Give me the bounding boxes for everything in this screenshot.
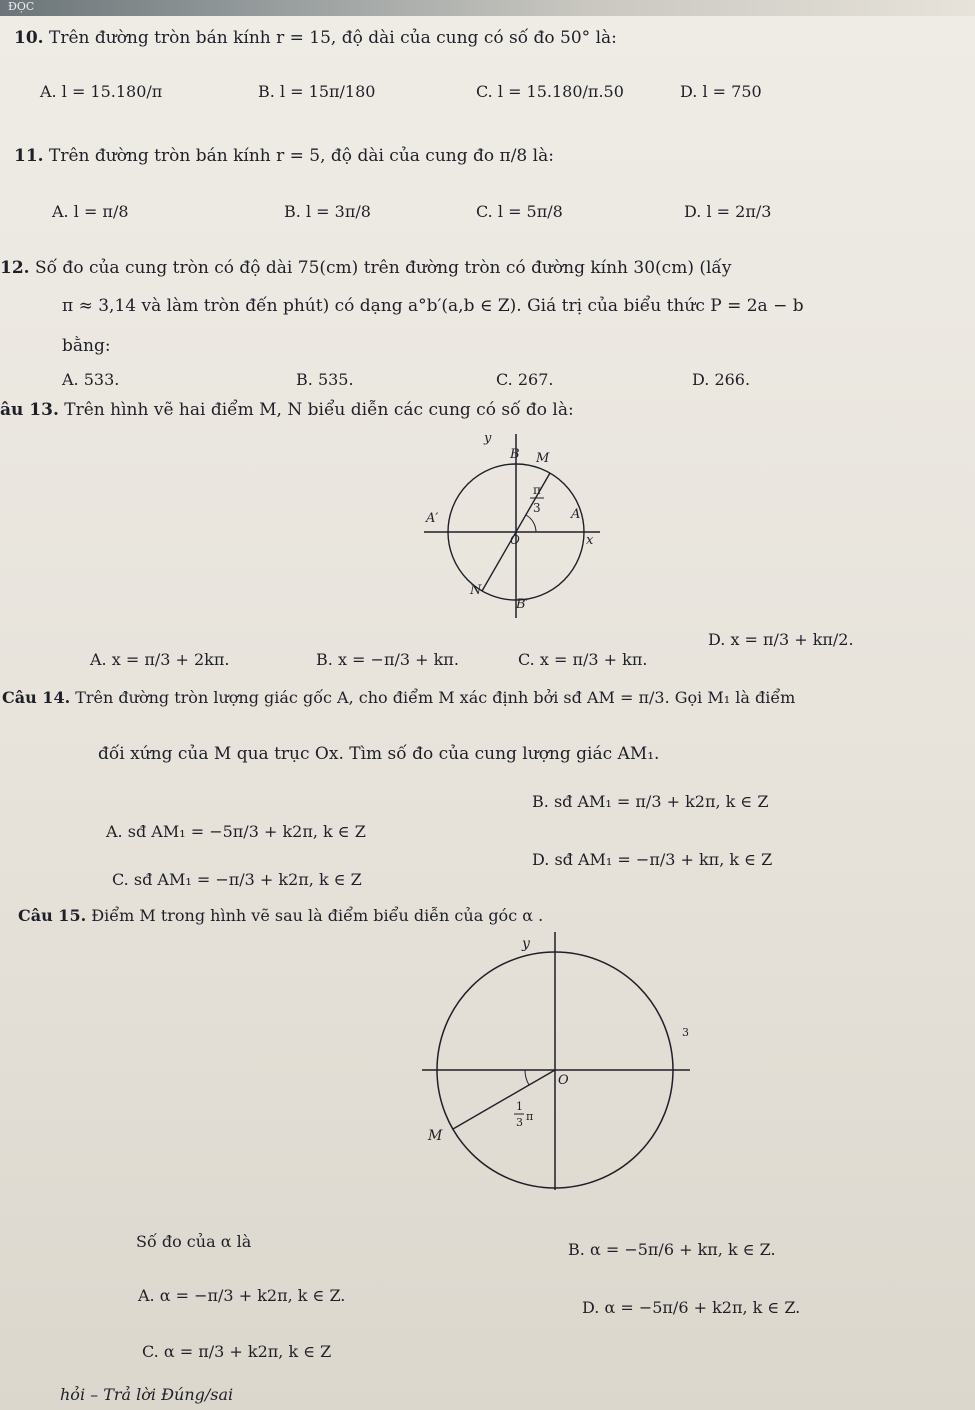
- q14-stem-line-2: đối xứng của M qua trục Ox. Tìm số đo của cung lượng giác AM₁.: [98, 744, 660, 764]
- q12-stem-1: Số đo của cung tròn có độ dài 75(cm) trên đường tròn có đường kính 30(cm) (lấy: [34, 258, 732, 278]
- q13-angle-arc: [526, 515, 536, 532]
- q14-stem-line-1: [2, 688, 795, 708]
- q14-option-d[interactable]: D. sđ AM₁ = −π/3 + kπ, k ∈ Z: [532, 850, 773, 869]
- q13-option-b[interactable]: B. x = −π/3 + kπ.: [316, 650, 459, 669]
- q15-y-label: y: [522, 936, 530, 952]
- q13-stem: Trên hình vẽ hai điểm M, N biểu diễn các cung có số đo là:: [64, 400, 574, 420]
- q13-angle-den: 3: [533, 501, 541, 515]
- q15-unit-circle-figure: [420, 928, 700, 1198]
- q10-option-b[interactable]: B. l = 15π/180: [258, 82, 376, 101]
- q15-angle-num: 1: [516, 1100, 523, 1113]
- q12-stem-line-1: [0, 258, 731, 278]
- q15-option-b[interactable]: B. α = −5π/6 + kπ, k ∈ Z.: [568, 1240, 776, 1259]
- q15-angle-pi: π: [526, 1110, 534, 1123]
- q11-option-c[interactable]: C. l = 5π/8: [476, 202, 563, 221]
- q15-option-c[interactable]: C. α = π/3 + k2π, k ∈ Z: [142, 1342, 332, 1361]
- q13-o-label: O: [510, 533, 520, 547]
- q13-option-d[interactable]: D. x = π/3 + kπ/2.: [708, 630, 854, 649]
- q13-m-label: M: [536, 451, 550, 466]
- q15-sub-prompt: Số đo của α là: [136, 1232, 252, 1251]
- q10-stem-line: [14, 28, 617, 48]
- q15-om-line: [453, 1070, 555, 1129]
- q12-stem-line-3: bằng:: [62, 336, 111, 356]
- q12-option-c[interactable]: C. 267.: [496, 370, 554, 389]
- q13-a-prime-label: A′: [426, 511, 439, 526]
- q11-option-d[interactable]: D. l = 2π/3: [684, 202, 772, 221]
- q13-option-a[interactable]: A. x = π/3 + 2kπ.: [90, 650, 230, 669]
- q11-option-b[interactable]: B. l = 3π/8: [284, 202, 371, 221]
- q10-option-a[interactable]: A. l = 15.180/π: [40, 82, 163, 101]
- page-header-strip: [0, 0, 975, 16]
- q12-option-d[interactable]: D. 266.: [692, 370, 751, 389]
- q15-angle-arc: [525, 1070, 529, 1085]
- q13-y-label: y: [484, 431, 492, 446]
- q13-b-label: B: [510, 447, 520, 462]
- q12-option-a[interactable]: A. 533.: [62, 370, 120, 389]
- q14-label: Câu 14.: [2, 688, 71, 707]
- q14-option-c[interactable]: C. sđ AM₁ = −π/3 + k2π, k ∈ Z: [112, 870, 362, 889]
- q13-label: âu 13.: [0, 400, 59, 420]
- q12-option-b[interactable]: B. 535.: [296, 370, 354, 389]
- q14-option-a[interactable]: A. sđ AM₁ = −5π/3 + k2π, k ∈ Z: [106, 822, 366, 841]
- q15-stem: Điểm M trong hình vẽ sau là điểm biểu diễn của góc α .: [91, 906, 544, 925]
- q15-tick-label: 3: [682, 1026, 689, 1039]
- q14-option-b[interactable]: B. sđ AM₁ = π/3 + k2π, k ∈ Z: [532, 792, 769, 811]
- q12-label: 12.: [0, 258, 30, 278]
- header-fragment: ĐỌC: [8, 0, 35, 13]
- q13-unit-circle-figure: [420, 428, 620, 628]
- q13-option-c[interactable]: C. x = π/3 + kπ.: [518, 650, 648, 669]
- q10-option-d[interactable]: D. l = 750: [680, 82, 762, 101]
- q15-label: Câu 15.: [18, 906, 87, 925]
- q13-a-label: A: [571, 507, 581, 522]
- q10-stem: Trên đường tròn bán kính r = 15, độ dài của cung có số đo 50° là:: [48, 28, 617, 48]
- q15-m-label: M: [428, 1128, 443, 1144]
- q10-label: 10.: [14, 28, 44, 48]
- q11-stem: Trên đường tròn bán kính r = 5, độ dài của cung đo π/8 là:: [48, 146, 554, 166]
- q15-option-d[interactable]: D. α = −5π/6 + k2π, k ∈ Z.: [582, 1298, 801, 1317]
- q12-stem-line-2: π ≈ 3,14 và làm tròn đến phút) có dạng a°b′(a,b ∈ Z). Giá trị của biểu thức P = 2a − b: [62, 296, 804, 316]
- q15-angle-den: 3: [516, 1116, 523, 1129]
- q13-x-label: x: [586, 533, 594, 548]
- q14-stem-1: Trên đường tròn lượng giác gốc A, cho điểm M xác định bởi sđ AM = π/3. Gọi M₁ là điểm: [75, 688, 796, 707]
- q15-option-a[interactable]: A. α = −π/3 + k2π, k ∈ Z.: [138, 1286, 346, 1305]
- q13-n-label: N: [470, 583, 482, 598]
- footer-section-title: hỏi – Trả lời Đúng/sai: [60, 1385, 234, 1404]
- q11-label: 11.: [14, 146, 44, 166]
- q13-angle-num: π: [533, 483, 541, 497]
- q11-stem-line: [14, 146, 554, 166]
- q10-option-c[interactable]: C. l = 15.180/π.50: [476, 82, 624, 101]
- q11-option-a[interactable]: A. l = π/8: [52, 202, 129, 221]
- q13-stem-line: [0, 400, 574, 420]
- q13-b-prime-label: B′: [516, 597, 529, 612]
- q15-stem-line: [18, 906, 543, 926]
- q15-o-label: O: [558, 1073, 569, 1088]
